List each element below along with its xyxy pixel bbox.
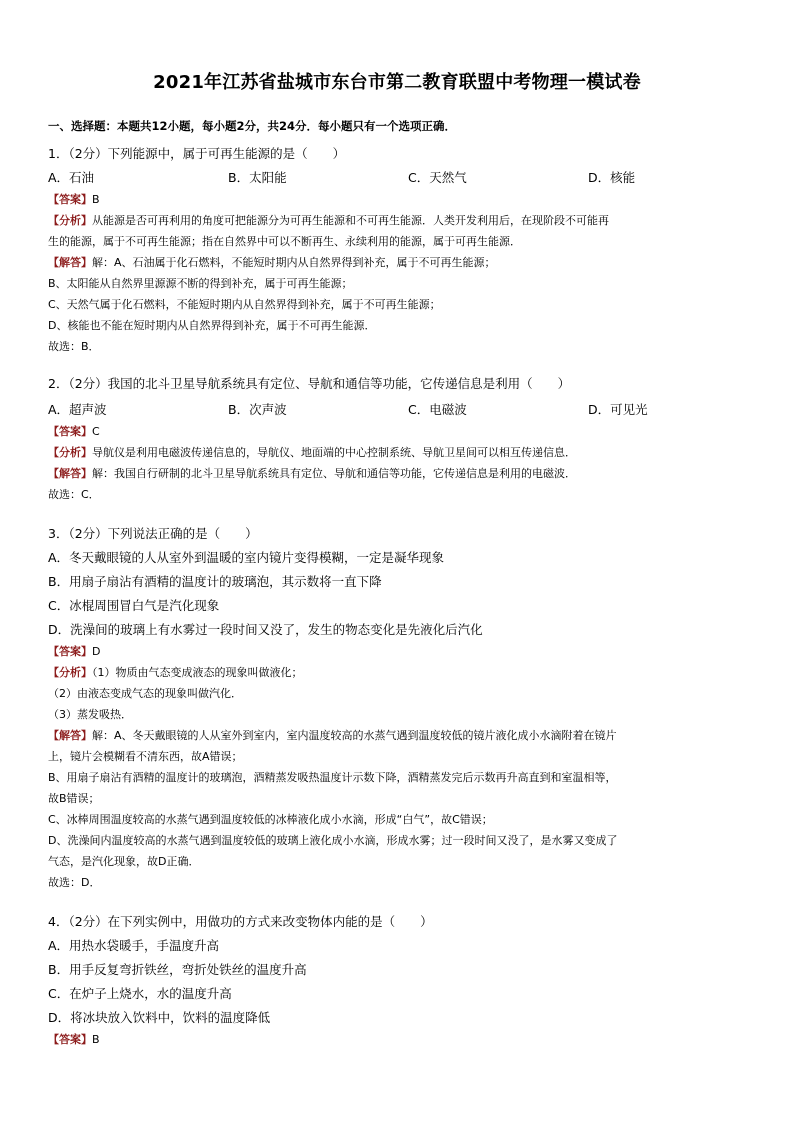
solution-text: 解：我国自行研制的北斗卫星导航系统具有定位、导航和通信等功能，它传递信息是利用的电磁波． [92,467,576,480]
page-title: 2021年江苏省盐城市东台市第二教育联盟中考物理一模试卷 [153,72,641,93]
solution-text: 解：A、冬天戴眼镜的人从室外到室内，室内温度较高的水蒸气遇到温度较低的镜片液化成小水滴附着在镜片 [92,729,617,742]
solution-tag: 【解答】 [48,467,92,480]
analysis-text: 导航仪是利用电磁波传递信息的，导航仪、地面端的中心控制系统、导航卫星间可以相互传递信息． [92,446,576,459]
question-2-option-c: C．电磁波 [408,402,467,417]
question-3-solution-7: 气态，是汽化现象，故D正确． [48,855,200,868]
analysis-text: 从能源是否可再利用的角度可把能源分为可再生能源和不可再生能源．人类开发利用后，在现阶段不可能再 [92,214,609,227]
answer-tag: 【答案】 [48,645,92,658]
question-1-option-c: C．天然气 [408,170,467,185]
answer-tag: 【答案】 [48,193,92,206]
answer-value: B [92,1033,100,1046]
analysis-text: （1）物质由气态变成液态的现象叫做液化； [92,666,303,679]
question-4-option-b: B．用手反复弯折铁丝，弯折处铁丝的温度升高 [48,962,307,977]
question-2-option-a: A．超声波 [48,402,107,417]
answer-value: C [92,425,100,438]
question-1-option-a: A．石油 [48,170,95,185]
question-3-option-b: B．用扇子扇沾有酒精的温度计的玻璃泡，其示数将一直下降 [48,574,382,589]
analysis-tag: 【分析】 [48,446,92,459]
question-1-answer [48,191,100,209]
question-2-solution [48,465,576,483]
question-1-option-d: D．核能 [588,170,636,185]
answer-value: D [92,645,101,658]
answer-tag: 【答案】 [48,1033,92,1046]
question-3-solution [48,727,617,745]
question-3-analysis [48,664,303,682]
section-heading: 一、选择题：本题共12小题，每小题2分，共24分．每小题只有一个选项正确． [48,119,457,133]
question-1-stem: 1．（2分）下列能源中，属于可再生能源的是（ ） [48,146,346,161]
question-4-stem: 4．（2分）在下列实例中，用做功的方式来改变物体内能的是（ ） [48,914,433,929]
question-3-stem: 3．（2分）下列说法正确的是（ ） [48,526,258,541]
analysis-tag: 【分析】 [48,666,92,679]
question-3-answer [48,643,100,661]
question-1-solution-b: B、太阳能从自然界里源源不断的得到补充，属于可再生能源； [48,277,353,290]
question-3-solution-6: D、洗澡间内温度较高的水蒸气遇到温度较低的玻璃上液化成小水滴，形成水雾；过一段时间又没了，是水雾又变成了 [48,834,618,847]
question-2-option-d: D．可见光 [588,402,648,417]
answer-value: B [92,193,100,206]
analysis-tag: 【分析】 [48,214,92,227]
question-1-solution-c: C、天然气属于化石燃料，不能短时期内从自然界得到补充，属于不可再生能源； [48,298,441,311]
question-2-analysis [48,444,576,462]
question-1-choose: 故选：B． [48,340,100,353]
question-4-option-c: C．在炉子上烧水，水的温度升高 [48,986,232,1001]
question-4-answer [48,1031,100,1049]
question-3-option-a: A．冬天戴眼镜的人从室外到温暖的室内镜片变得模糊，一定是凝华现象 [48,550,445,565]
question-2-answer [48,423,100,441]
question-1-solution-d: D、核能也不能在短时期内从自然界得到补充，属于不可再生能源． [48,319,376,332]
question-3-solution-2: 上，镜片会模糊看不清东西，故A错误； [48,750,243,763]
question-1-analysis [48,212,609,230]
solution-text: 解：A、石油属于化石燃料，不能短时期内从自然界得到补充，属于不可再生能源； [92,256,496,269]
question-1-option-b: B．太阳能 [228,170,287,185]
question-3-solution-3: B、用扇子扇沾有酒精的温度计的玻璃泡，酒精蒸发吸热温度计示数下降，酒精蒸发完后示数再升高直到和室温相等， [48,771,617,784]
answer-tag: 【答案】 [48,425,92,438]
question-2-option-b: B．次声波 [228,402,287,417]
question-3-solution-5: C、冰棒周围温度较高的水蒸气遇到温度较低的冰棒液化成小水滴，形成“白气”，故C错误； [48,813,493,826]
question-4-option-a: A．用热水袋暖手，手温度升高 [48,938,220,953]
question-3-choose: 故选：D． [48,876,101,889]
question-3-analysis-2: （2）由液态变成气态的现象叫做汽化． [48,687,242,700]
question-3-option-d: D．洗澡间的玻璃上有水雾过一段时间又没了，发生的物态变化是先液化后汽化 [48,622,483,637]
question-3-analysis-3: （3）蒸发吸热． [48,708,132,721]
question-3-option-c: C．冰棍周围冒白气是汽化现象 [48,598,220,613]
question-3-solution-4: 故B错误； [48,792,100,805]
question-4-option-d: D．将冰块放入饮料中，饮料的温度降低 [48,1010,271,1025]
question-2-stem: 2．（2分）我国的北斗卫星导航系统具有定位、导航和通信等功能，它传递信息是利用（ ） [48,376,571,391]
question-2-choose: 故选：C． [48,488,100,501]
solution-tag: 【解答】 [48,256,92,269]
question-1-solution [48,254,496,272]
solution-tag: 【解答】 [48,729,92,742]
question-1-analysis-cont: 生的能源，属于不可再生能源；指在自然界中可以不断再生、永续利用的能源，属于可再生能源． [48,235,521,248]
